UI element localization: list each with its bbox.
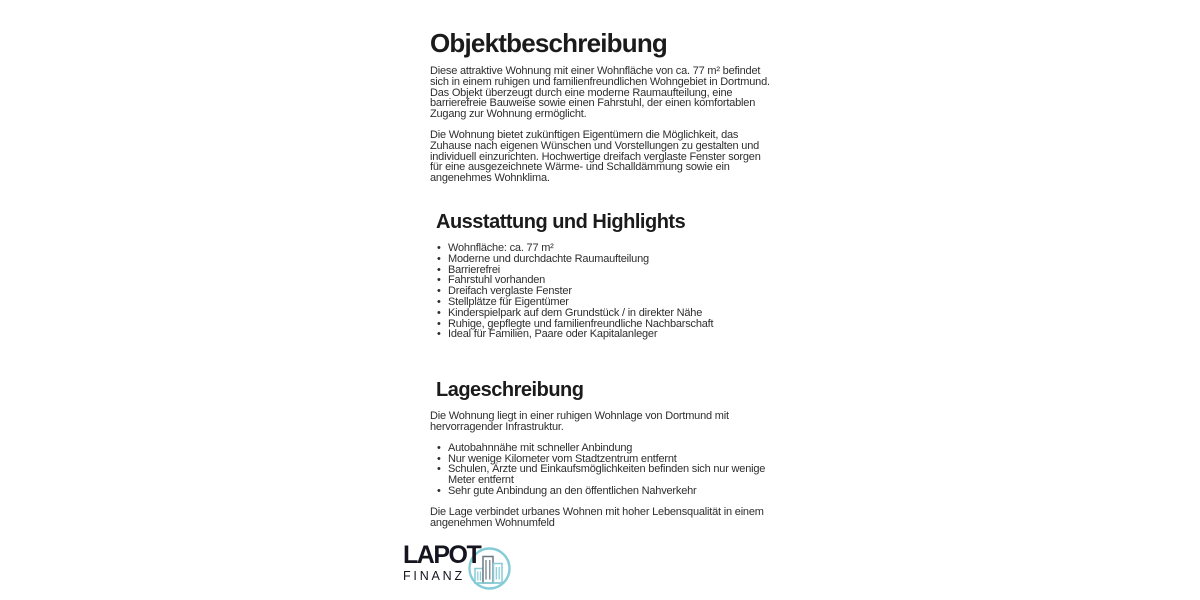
company-logo — [403, 543, 775, 592]
list-item: • Barrierefrei — [437, 265, 775, 276]
location-paragraph: Die Wohnung liegt in einer ruhigen Wohnlage von Dortmund mit hervorragender Infrastruktur. — [430, 410, 729, 433]
list-item: • Autobahnnähe mit schneller Anbindung — [437, 443, 775, 454]
intro-paragraph-2: Die Wohnung bietet zukünftigen Eigentümern die Möglichkeit, das Zuhause nach eigenen Wünschen und Vorstellungen zu gestalten und individuell einzurichten. Hochwertige dreifach verglaste Fenster sorgen für eine ausgezeichnete Wärme- und Schalldämmung sowie ein angenehmes Wohnklima. — [430, 128, 761, 185]
content-column — [403, 28, 775, 592]
list-item: • Ideal für Familien, Paare oder Kapitalanleger — [437, 329, 775, 340]
list-item: • Nur wenige Kilometer vom Stadtzentrum entfernt — [437, 454, 775, 465]
features-section-heading: Ausstattung und Highlights — [436, 210, 686, 233]
logo-subtitle: FINANZ — [403, 569, 465, 584]
features-list — [430, 243, 775, 340]
list-item: • Wohnfläche: ca. 77 m² — [437, 243, 775, 254]
list-item: • Ruhige, gepflegte und familienfreundliche Nachbarschaft — [437, 319, 775, 330]
location-list — [430, 443, 775, 497]
list-item: • Dreifach verglaste Fenster — [437, 286, 775, 297]
list-item: • Sehr gute Anbindung an den öffentlichen Nahverkehr — [437, 486, 775, 497]
page-title: Objektbeschreibung — [430, 28, 667, 58]
closing-paragraph: Die Lage verbindet urbanes Wohnen mit hoher Lebensqualität in einem angenehmen Wohnumfeld — [430, 505, 764, 529]
list-item: • Fahrstuhl vorhanden — [437, 275, 775, 286]
list-item: • Moderne und durchdachte Raumaufteilung — [437, 254, 775, 265]
logo-text-block — [403, 543, 480, 583]
list-item: • Schulen, Ärzte und Einkaufsmöglichkeiten befinden sich nur wenige Meter entfernt — [437, 464, 775, 486]
list-item: • Stellplätze für Eigentümer — [437, 297, 775, 308]
list-item: • Kinderspielpark auf dem Grundstück / in direkter Nähe — [437, 308, 775, 319]
intro-paragraph-1: Diese attraktive Wohnung mit einer Wohnfläche von ca. 77 m² befindet sich in einem ruhigen und familienfreundlichen Wohngebiet in Dortmund. Das Objekt überzeugt durch eine moderne Raumaufteilung, eine barrierefreie Bauweise sowie einen Fahrstuhl, der einen komfortablen Zugang zur Wohnung ermöglicht. — [430, 65, 770, 121]
location-section-heading: Lageschreibung — [436, 379, 584, 402]
logo-name: LAPOT — [403, 541, 481, 570]
